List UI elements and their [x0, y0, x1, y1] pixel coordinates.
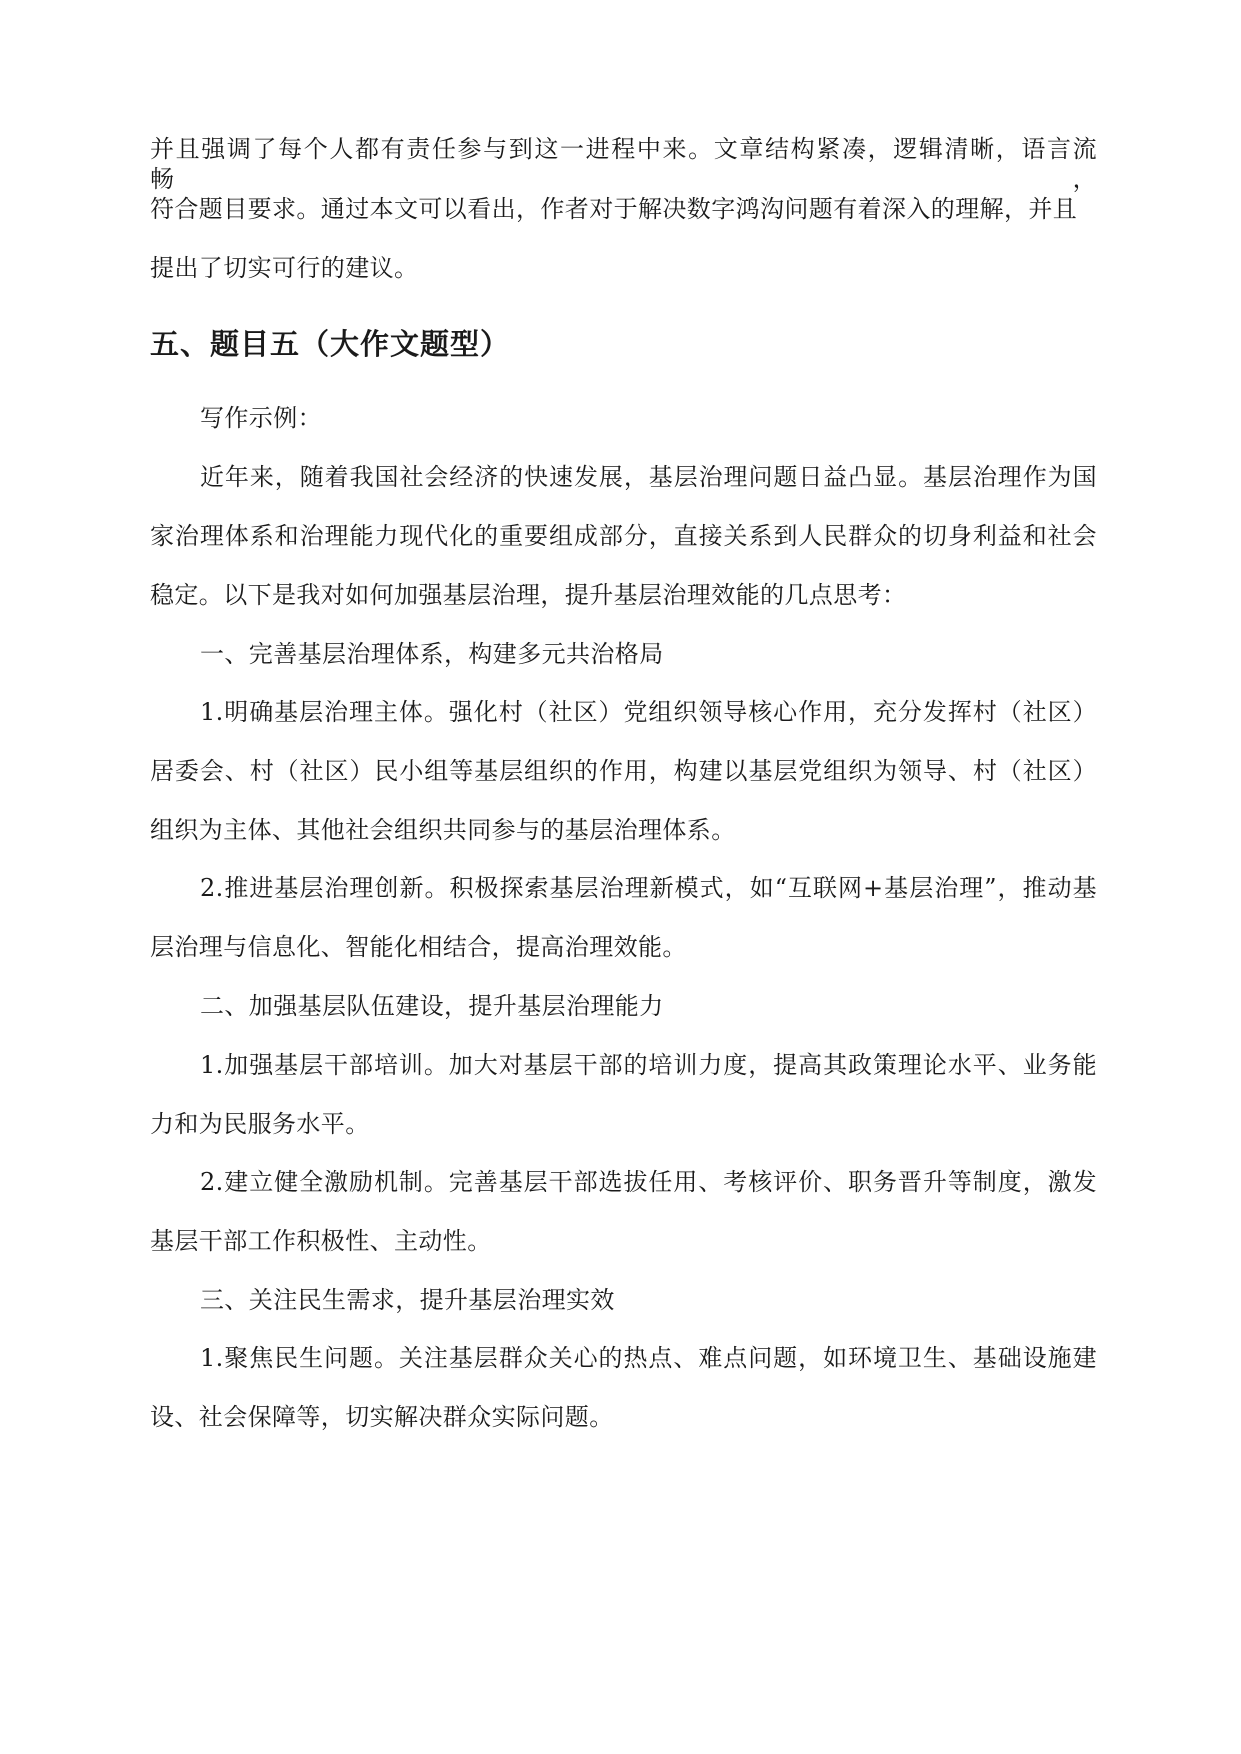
- sub2-item2-line-1: 2.建立健全激励机制。完善基层干部选拔任用、考核评价、职务晋升等制度，激发: [200, 1168, 1097, 1196]
- subsection-1-title: 一、完善基层治理体系，构建多元共治格局: [200, 640, 664, 668]
- sub1-item1-line-3: 组织为主体、其他社会组织共同参与的基层治理体系。: [150, 816, 736, 844]
- sub1-item1-line-2: 居委会、村（社区）民小组等基层组织的作用，构建以基层党组织为领导、村（社区）: [150, 757, 1097, 785]
- intro-line-2: 符合题目要求。通过本文可以看出，作者对于解决数字鸿沟问题有着深入的理解，并且: [150, 195, 1078, 223]
- subsection-3-title: 三、关注民生需求，提升基层治理实效: [200, 1286, 615, 1314]
- para1-line-1: 近年来，随着我国社会经济的快速发展，基层治理问题日益凸显。基层治理作为国: [200, 463, 1097, 491]
- sub2-item1-line-1: 1.加强基层干部培训。加大对基层干部的培训力度，提高其政策理论水平、业务能: [200, 1051, 1097, 1079]
- intro-line-3: 提出了切实可行的建议。: [150, 254, 419, 282]
- sub1-item2-line-2: 层治理与信息化、智能化相结合，提高治理效能。: [150, 933, 687, 961]
- sub2-item2-line-2: 基层干部工作积极性、主动性。: [150, 1227, 492, 1255]
- sub3-item1-line-1: 1.聚焦民生问题。关注基层群众关心的热点、难点问题，如环境卫生、基础设施建: [200, 1344, 1097, 1372]
- example-label: 写作示例：: [200, 404, 322, 432]
- intro-line-1: 并且强调了每个人都有责任参与到这一进程中来。文章结构紧凑，逻辑清晰，语言流畅，: [150, 135, 1097, 193]
- sub1-item1-line-1: 1.明确基层治理主体。强化村（社区）党组织领导核心作用，充分发挥村（社区）: [200, 698, 1097, 726]
- para1-line-3: 稳定。以下是我对如何加强基层治理，提升基层治理效能的几点思考：: [150, 581, 907, 609]
- subsection-2-title: 二、加强基层队伍建设，提升基层治理能力: [200, 992, 664, 1020]
- sub2-item1-line-2: 力和为民服务水平。: [150, 1110, 370, 1138]
- sub3-item1-line-2: 设、社会保障等，切实解决群众实际问题。: [150, 1403, 614, 1431]
- section-heading: 五、题目五（大作文题型）: [150, 327, 511, 361]
- sub1-item2-line-1: 2.推进基层治理创新。积极探索基层治理新模式，如“互联网+基层治理”，推动基: [200, 874, 1097, 902]
- para1-line-2: 家治理体系和治理能力现代化的重要组成部分，直接关系到人民群众的切身利益和社会: [150, 522, 1097, 550]
